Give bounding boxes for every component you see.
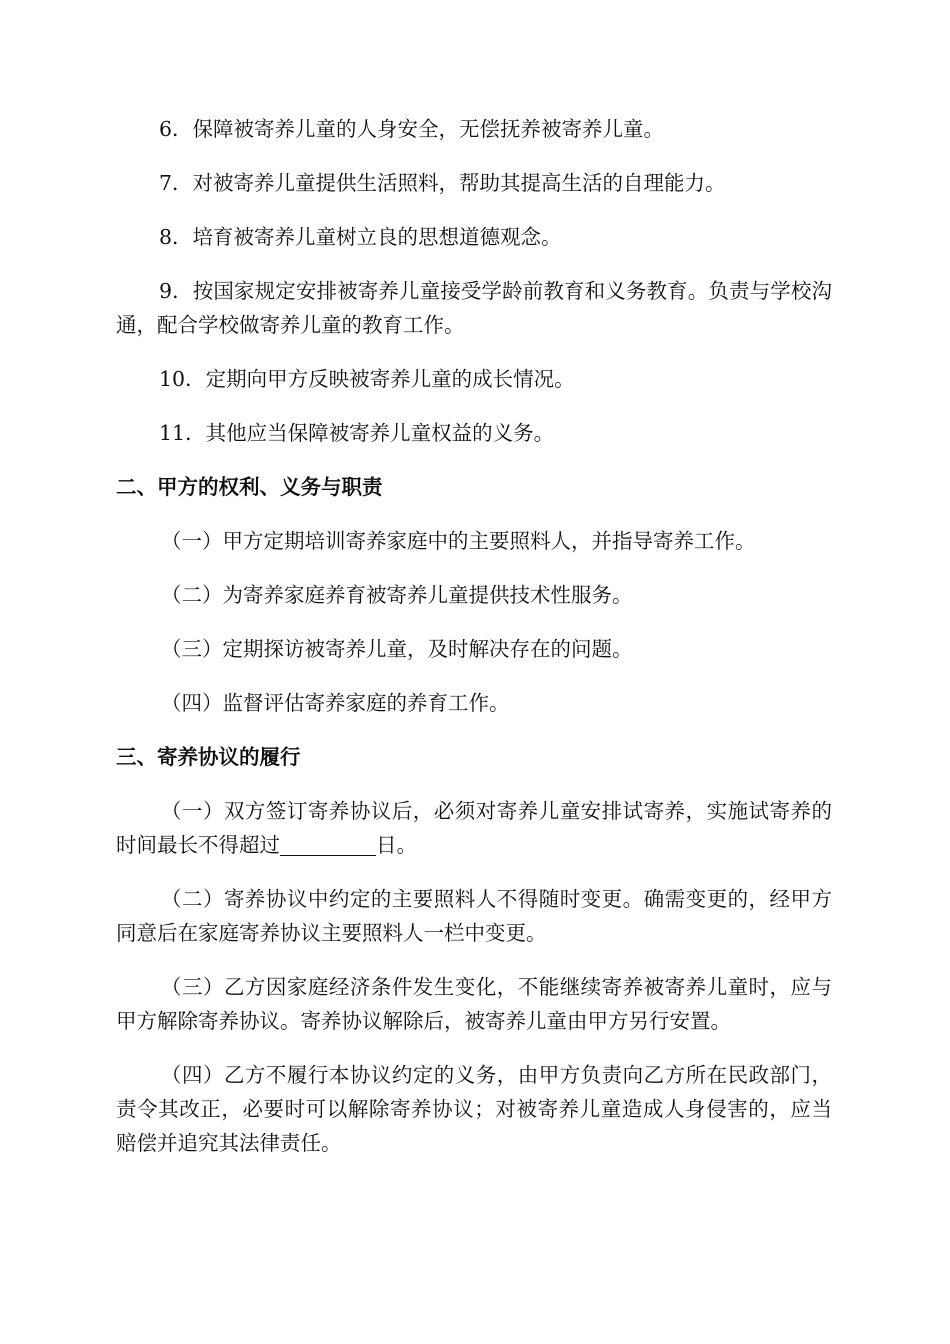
- party-a-item-4: （四）监督评估寄养家庭的养育工作。: [161, 691, 510, 715]
- duty-item-9: 9．按国家规定安排被寄养儿童接受学龄前教育和义务教育。负责与学校沟通，配合学校做寄养儿童的教育工作。: [116, 279, 832, 337]
- performance-item-1-suffix: 日。: [376, 833, 417, 857]
- duty-item-7: 7．对被寄养儿童提供生活照料，帮助其提高生活的自理能力。: [159, 171, 726, 195]
- party-a-item-2: （二）为寄养家庭养育被寄养儿童提供技术性服务。: [161, 583, 633, 607]
- fill-in-blank-days[interactable]: [280, 833, 376, 856]
- performance-item-3: （三）乙方因家庭经济条件发生变化，不能继续寄养被寄养儿童时，应与甲方解除寄养协议。寄养协议解除后，被寄养儿童由甲方另行安置。: [116, 975, 832, 1033]
- party-a-item-1: （一）甲方定期培训寄养家庭中的主要照料人，并指导寄养工作。: [161, 529, 756, 553]
- duty-item-10: 10．定期向甲方反映被寄养儿童的成长情况。: [159, 367, 575, 391]
- performance-item-4: （四）乙方不履行本协议约定的义务，由甲方负责向乙方所在民政部门，责令其改正，必要时可以解除寄养协议；对被寄养儿童造成人身侵害的，应当赔偿并追究其法律责任。: [116, 1063, 832, 1155]
- section-heading-performance: 三、寄养协议的履行: [116, 745, 301, 769]
- performance-item-2: （二）寄养协议中约定的主要照料人不得随时变更。确需变更的，经甲方同意后在家庭寄养协议主要照料人一栏中变更。: [116, 887, 832, 945]
- duty-item-11: 11．其他应当保障被寄养儿童权益的义务。: [159, 421, 555, 445]
- party-a-item-3: （三）定期探访被寄养儿童，及时解决存在的问题。: [161, 637, 633, 661]
- document-body: [116, 112, 832, 1180]
- performance-item-1-text: （一）双方签订寄养协议后，必须对寄养儿童安排试寄养，实施试寄养的时间最长不得超过: [116, 799, 832, 857]
- duty-item-8: 8．培育被寄养儿童树立良的思想道德观念。: [159, 225, 562, 249]
- performance-item-1: [116, 794, 832, 862]
- duty-item-6: 6．保障被寄养儿童的人身安全，无偿抚养被寄养儿童。: [159, 117, 665, 141]
- section-heading-party-a: 二、甲方的权利、义务与职责: [116, 475, 383, 499]
